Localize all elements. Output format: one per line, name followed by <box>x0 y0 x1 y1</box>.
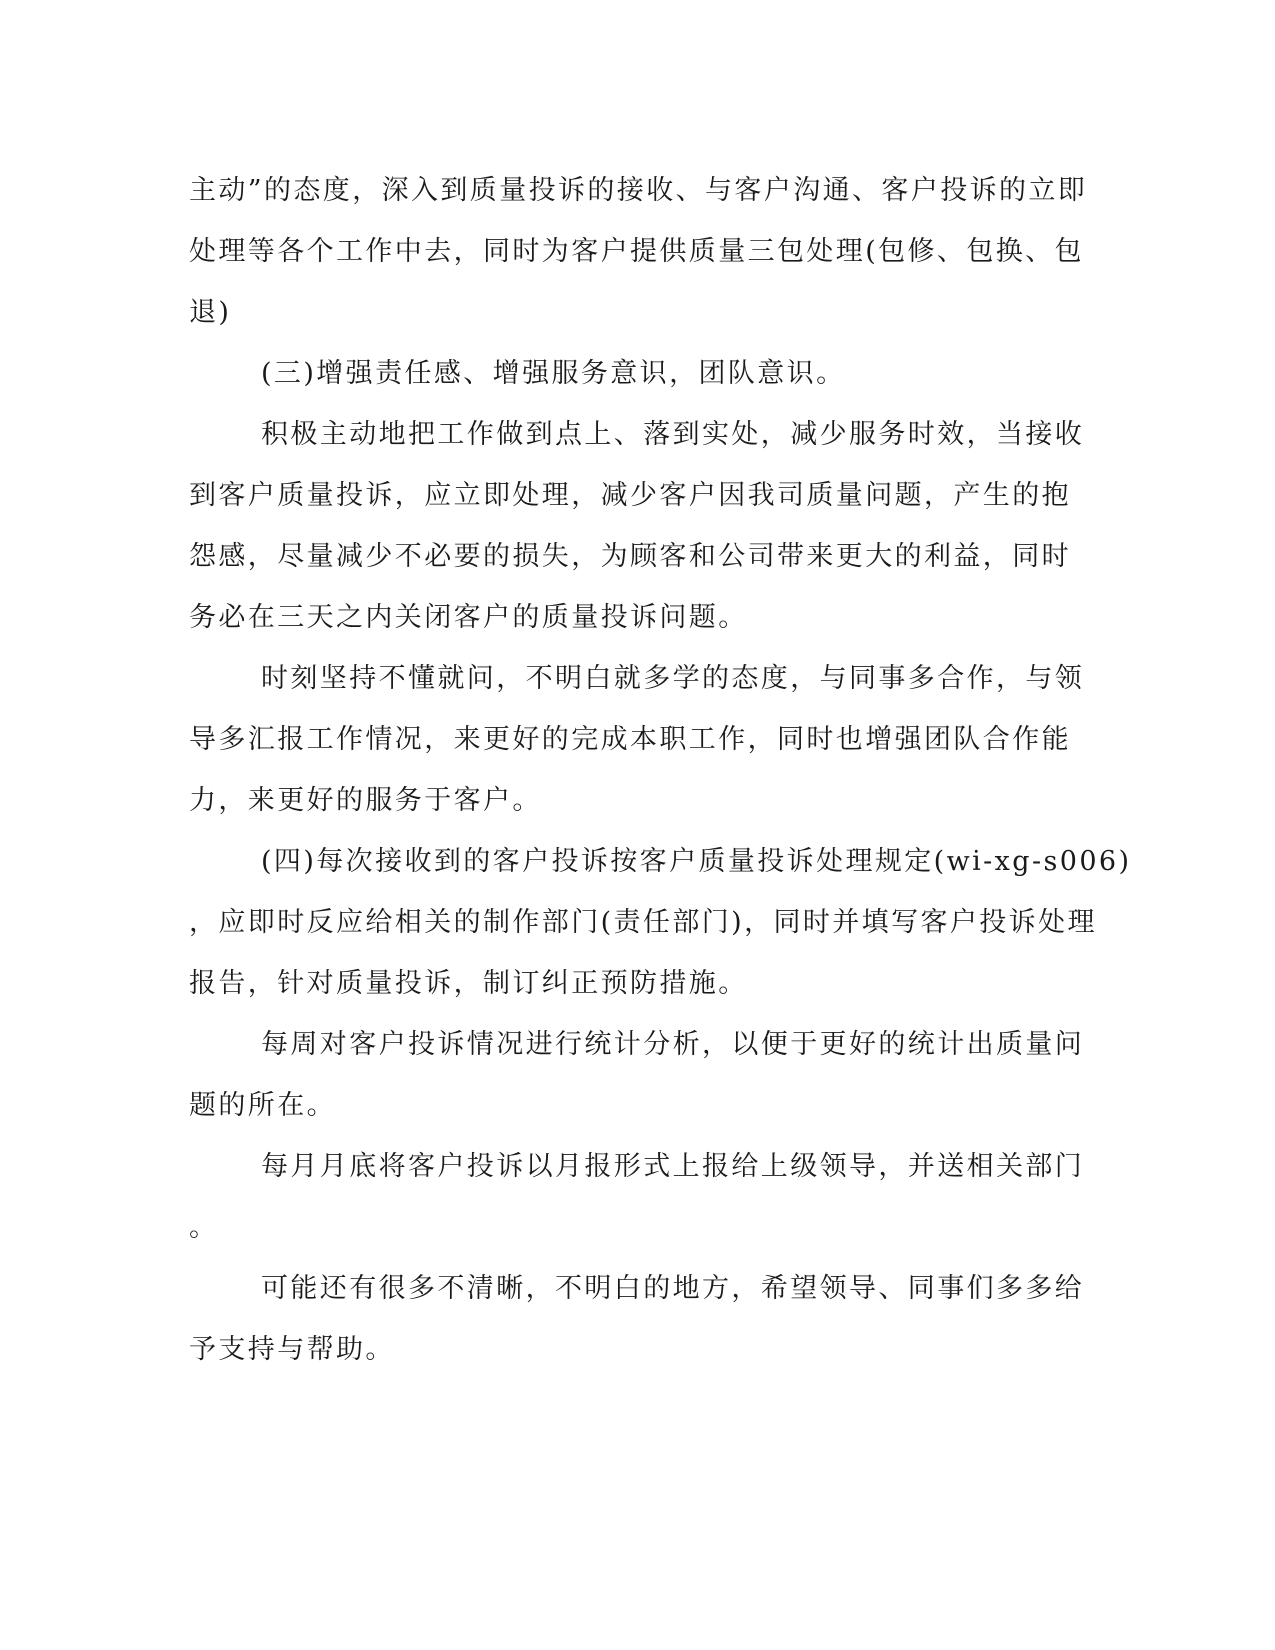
text-line: 报告，针对质量投诉，制订纠正预防措施。 <box>189 968 748 999</box>
text-line: 。 <box>189 1212 219 1243</box>
text-line: 导多汇报工作情况，来更好的完成本职工作，同时也增强团队合作能 <box>189 724 1071 755</box>
text-line: 每月月底将客户投诉以月报形式上报给上级领导，并送相关部门 <box>261 1151 1085 1182</box>
text-line: 积极主动地把工作做到点上、落到实处，减少服务时效，当接收 <box>261 419 1085 450</box>
text-line: 退) <box>189 297 232 328</box>
section-heading: (三)增强责任感、增强服务意识，团队意识。 <box>261 358 846 389</box>
text-line: 到客户质量投诉，应立即处理，减少客户因我司质量问题，产生的抱 <box>189 480 1071 511</box>
text-line: 予支持与帮助。 <box>189 1334 395 1365</box>
text-line: 力，来更好的服务于客户。 <box>189 785 542 816</box>
text-line: 可能还有很多不清晰，不明白的地方，希望领导、同事们多多给 <box>261 1273 1085 1304</box>
text-line: 务必在三天之内关闭客户的质量投诉问题。 <box>189 602 748 633</box>
text-line: ，应即时反应给相关的制作部门(责任部门)，同时并填写客户投诉处理 <box>189 907 1097 938</box>
section-heading: (四)每次接收到的客户投诉按客户质量投诉处理规定(wi-xg-s006) <box>261 846 1132 877</box>
document-body <box>189 160 1132 1380</box>
text-line: 每周对客户投诉情况进行统计分析，以便于更好的统计出质量问 <box>261 1029 1085 1060</box>
text-line: 处理等各个工作中去，同时为客户提供质量三包处理(包修、包换、包 <box>189 236 1084 267</box>
text-line: 怨感，尽量减少不必要的损失，为顾客和公司带来更大的利益，同时 <box>189 541 1071 572</box>
text-line: 主动”的态度，深入到质量投诉的接收、与客户沟通、客户投诉的立即 <box>189 175 1088 206</box>
text-line: 题的所在。 <box>189 1090 336 1121</box>
text-line: 时刻坚持不懂就问，不明白就多学的态度，与同事多合作，与领 <box>261 663 1085 694</box>
